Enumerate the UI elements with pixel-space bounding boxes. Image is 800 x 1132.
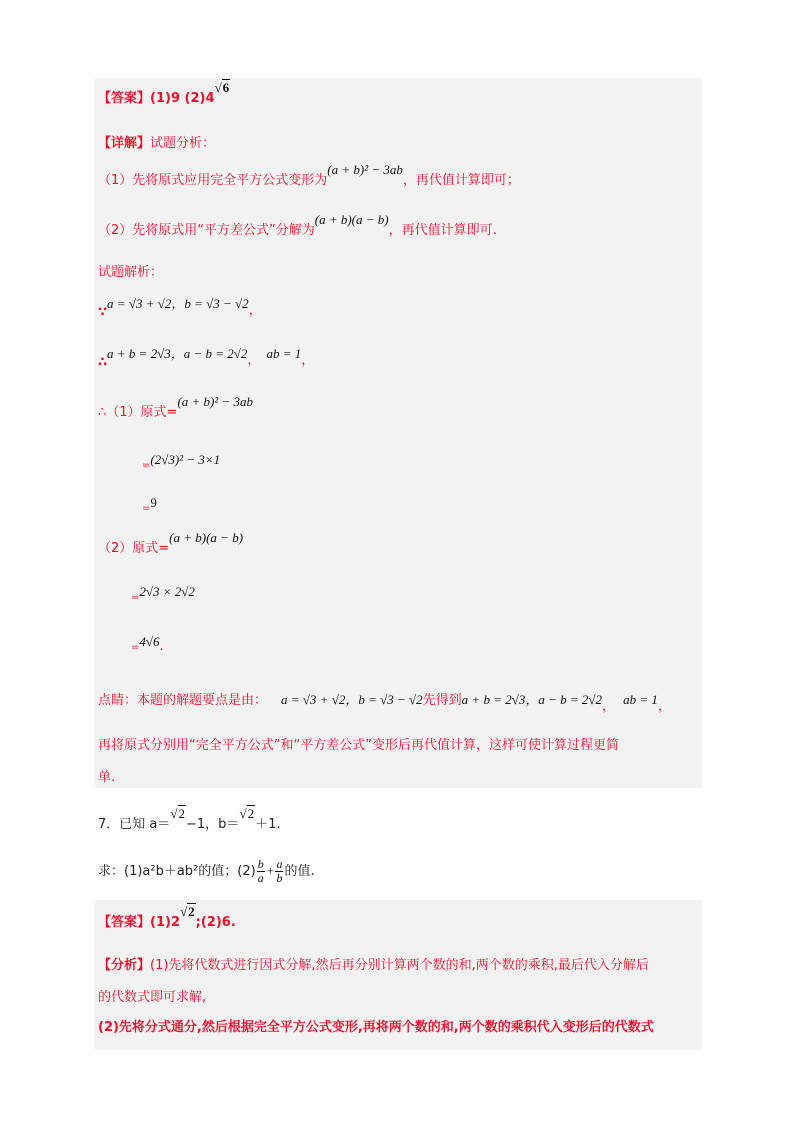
part2-line3: $_=$4√6. xyxy=(131,634,164,654)
step1-suffix: ，再代值计算即可； xyxy=(402,173,520,188)
note-expr1: a = √3 + √2，b = √3 − √2 xyxy=(281,692,423,707)
part1-line xyxy=(98,394,254,421)
note-expr3: ab = 1 xyxy=(623,692,658,707)
derive-tail: ， xyxy=(301,353,315,368)
answer2-text1: (1)2 xyxy=(150,915,180,930)
part2-step2: 2√3 × 2√2 xyxy=(139,584,195,599)
step2-suffix: ，再代值计算即可. xyxy=(388,223,497,238)
note-expr2: a + b = 2√3，a − b = 2√2 xyxy=(461,692,603,707)
fraction-b-over-a: $\frac{b}{a}$ xyxy=(257,857,264,885)
derive-expr2: ab = 1 xyxy=(266,346,302,361)
note-mid: 先得到 xyxy=(422,693,462,708)
part2-expr: (a + b)(a − b) xyxy=(169,530,244,545)
answer-text: (1)9 (2)4 xyxy=(150,91,215,106)
part1-step2: (2√3)² − 3×1 xyxy=(150,452,221,467)
part2-result: 4√6 xyxy=(139,634,160,649)
fraction-a-over-b: $\frac{a}{b}$ xyxy=(276,857,283,885)
step1-expr: (a + b)² − 3ab xyxy=(327,162,403,177)
q7-request xyxy=(98,858,315,885)
given-expr: a = √3 + √2，b = √3 − √2 xyxy=(107,296,249,311)
note-line3: 单. xyxy=(98,770,116,785)
analysis2-label: 【分析】 xyxy=(98,958,151,973)
detail-text: 试题分析： xyxy=(150,136,216,151)
answer2-text2: ;(2)6. xyxy=(195,915,236,930)
step1-line xyxy=(98,162,520,189)
note-line2: 再将原式分别用“完全平方公式”和“平方差公式”变形后再代值计算，这样可使计算过程更简 xyxy=(98,738,619,753)
q7-plus: + xyxy=(265,863,275,878)
because-symbol: ∵ xyxy=(98,305,108,320)
q7-mid: −1，b＝ xyxy=(186,817,240,832)
part1-prefix: ∴（1）原式= xyxy=(98,405,178,420)
answer2-label: 【答案】 xyxy=(98,915,151,930)
given-line xyxy=(98,296,262,320)
q7-line xyxy=(98,806,281,833)
part2-line xyxy=(98,530,244,557)
q7-sqrt-a: √2 xyxy=(170,806,186,821)
analysis2-line3: (2)先将分式通分,然后根据完全平方公式变形,再将两个数的和,两个数的乘积代入变形后的代数式 xyxy=(98,1020,654,1035)
detail-line xyxy=(98,136,215,152)
q7-prefix: 7．已知 a＝ xyxy=(98,817,171,832)
part2-prefix: （2）原式= xyxy=(98,541,170,556)
note-line: 点睛：本题的解题要点是由： a = √3 + √2，b = √3 − √2先得到a + b = 2√3，a − b = 2√2， ab = 1， xyxy=(98,692,671,714)
analysis2-line2: 的代数式即可求解, xyxy=(98,990,207,1005)
note-prefix: 点睛：本题的解题要点是由： xyxy=(98,693,268,708)
answer-line-1 xyxy=(98,80,230,107)
detail-label: 【详解】 xyxy=(98,136,151,151)
step1-prefix: （1）先将原式应用完全平方公式变形为 xyxy=(98,173,328,188)
part1-line3: $_=$9 xyxy=(142,495,157,514)
part1-result: 9 xyxy=(150,495,157,510)
answer-line-2 xyxy=(98,904,236,931)
q7-req-suffix: 的值. xyxy=(284,864,315,879)
note-tail: ， xyxy=(657,699,671,714)
part1-line2: $_=$(2√3)² − 3×1 xyxy=(142,452,221,471)
answer2-sqrt: √2 xyxy=(180,904,195,919)
part2-line2: $_=$2√3 × 2√2 xyxy=(131,584,195,603)
analysis-title: 试题解析： xyxy=(98,265,164,280)
derive-expr: a + b = 2√3，a − b = 2√2 xyxy=(107,346,248,361)
derive-line: ∴a + b = 2√3，a − b = 2√2， ab = 1， xyxy=(98,346,315,370)
answer-label: 【答案】 xyxy=(98,91,151,106)
analysis2-line1 xyxy=(98,958,649,974)
step2-line xyxy=(98,212,497,239)
step2-expr: (a + b)(a − b) xyxy=(314,212,389,227)
q7-sqrt-b: √2 xyxy=(239,806,255,821)
answer-sqrt: √6 xyxy=(214,80,230,95)
part1-expr: (a + b)² − 3ab xyxy=(177,394,254,409)
q7-req-prefix: 求：(1)a²b＋ab²的值；(2) xyxy=(98,864,256,879)
q7-end: ＋1. xyxy=(255,817,281,832)
part2-end: . xyxy=(159,639,164,654)
step2-prefix: （2）先将原式用“平方差公式”分解为 xyxy=(98,223,315,238)
analysis2-text1: (1)先将代数式进行因式分解,然后再分别计算两个数的和,两个数的乘积,最后代入分解后 xyxy=(150,958,649,973)
given-tail: ， xyxy=(248,303,262,318)
therefore-symbol: ∴ xyxy=(98,355,108,370)
